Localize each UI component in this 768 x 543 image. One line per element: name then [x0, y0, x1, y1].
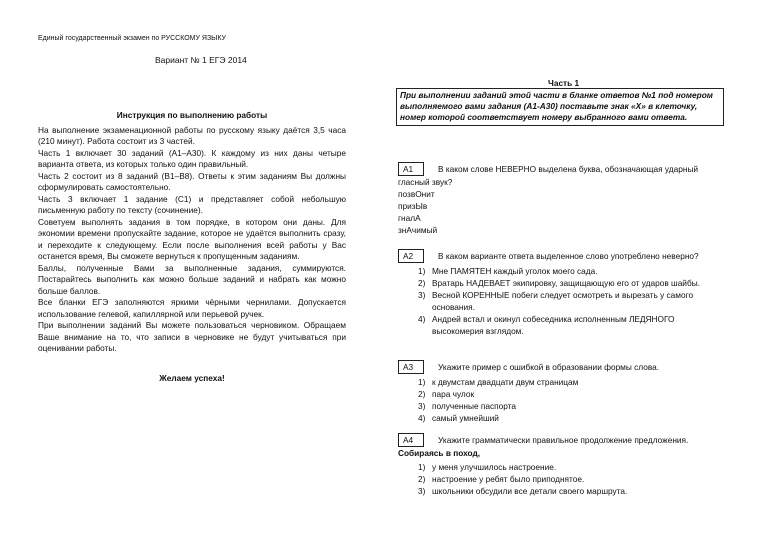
word-option: знАчимый	[398, 225, 438, 235]
instruction-title: Инструкция по выполнению работы	[116, 110, 268, 120]
answer-option: 3) полученные паспорта	[418, 401, 517, 411]
instruction-paragraph: Советуем выполнять задания в том порядке, в котором они даны. Для экономии времени пропускайте задание, которое не удаётся выполнить сразу, и переходите к следующему. Если после выполнения всей работы у Вас останется время, Вы сможете вернуться к пропущенным заданиям.	[38, 216, 346, 261]
word-option: призЫв	[398, 201, 428, 211]
instruction-paragraph: При выполнении заданий Вы можете пользоваться черновиком. Обращаем Ваше внимание на то, что записи в черновике не будут учитываться при оценивании работы.	[38, 320, 346, 353]
task-label: А4	[398, 433, 424, 447]
answer-option: 3) Весной КОРЕННЫЕ побеги следует осмотреть и вырезать у самого основания.	[418, 290, 694, 312]
task-label: А2	[398, 249, 424, 263]
part-title: Часть 1	[548, 78, 580, 88]
word-option: позвОнит	[398, 189, 435, 199]
instruction-paragraph: Все бланки ЕГЭ заполняются яркими чёрными чернилами. Допускается использование гелевой, капиллярной или перьевой ручек.	[38, 297, 346, 319]
task-a3	[398, 360, 728, 424]
task-a4	[398, 433, 728, 497]
task-question: В каком варианте ответа выделенное слово употреблено неверно?	[438, 251, 699, 261]
answer-option: 1) у меня улучшилось настроение.	[418, 462, 557, 472]
answer-option: 2) настроение у ребят было приподнятое.	[418, 474, 585, 484]
instruction-paragraph: Часть 2 состоит из 8 заданий (В1–В8). Ответы к этим заданиям Вы должны сформулировать самостоятельно.	[38, 170, 346, 192]
answer-list	[398, 376, 728, 424]
task-question: Укажите грамматически правильное продолжение предложения.	[438, 435, 689, 445]
answer-option: 4) Андрей встал и окинул собеседника исполненным ЛЕДЯНОГО высокомерия взглядом.	[418, 314, 675, 336]
sentence-start: Собираясь в поход,	[398, 448, 481, 458]
answer-list	[398, 461, 728, 497]
task-question: Укажите пример с ошибкой в образовании формы слова.	[438, 362, 660, 372]
task-a1	[398, 162, 728, 236]
instruction-paragraph: Часть 3 включает 1 задание (С1) и представляет собой небольшую письменную работу по тексту (сочинение).	[38, 193, 346, 215]
wish-text: Желаем успеха!	[159, 372, 225, 383]
word-option: гналА	[398, 213, 421, 223]
exam-header: Единый государственный экзамен по РУССКОМУ ЯЗЫКУ	[38, 35, 226, 42]
answer-option: 1) Мне ПАМЯТЕН каждый уголок моего сада.	[418, 266, 598, 276]
answer-option: 4) самый умнейший	[418, 413, 499, 423]
variant-title: Вариант № 1 ЕГЭ 2014	[155, 55, 247, 65]
answer-option: 3) школьники обсудили все детали своего маршрута.	[418, 486, 628, 496]
answer-list	[398, 265, 728, 337]
task-a2	[398, 249, 728, 337]
task-label: А1	[398, 162, 424, 176]
instruction-paragraph: Часть 1 включает 30 заданий (А1–А30). К каждому из них даны четыре варианта ответа, из которых только один правильный.	[38, 147, 346, 169]
instruction-block	[38, 110, 346, 384]
task-label: А3	[398, 360, 424, 374]
instruction-paragraph: На выполнение экзаменационной работы по русскому языку даётся 3,5 часа (210 минут). Работа состоит из 3 частей.	[38, 124, 346, 146]
answer-option: 1) к двумстам двадцати двум страницам	[418, 377, 579, 387]
answer-option: 2) Вратарь НАДЕВАЕТ экипировку, защищающую его от ударов шайбы.	[418, 278, 700, 288]
instruction-paragraph: Баллы, полученные Вами за выполненные задания, суммируются. Постарайтесь выполнить как можно больше заданий и набрать как можно больше баллов.	[38, 262, 346, 296]
part-instruction-box: При выполнении заданий этой части в бланке ответов №1 под номером выполняемого вами задания (А1-А30) поставьте знак «Х» в клеточку, номер которой соответствует номеру выбранного вами ответа.	[396, 88, 724, 126]
task-question: В каком слове НЕВЕРНО выделена буква, обозначающая ударный гласный звук?	[398, 164, 699, 187]
answer-option: 2) пара чулок	[418, 389, 475, 399]
